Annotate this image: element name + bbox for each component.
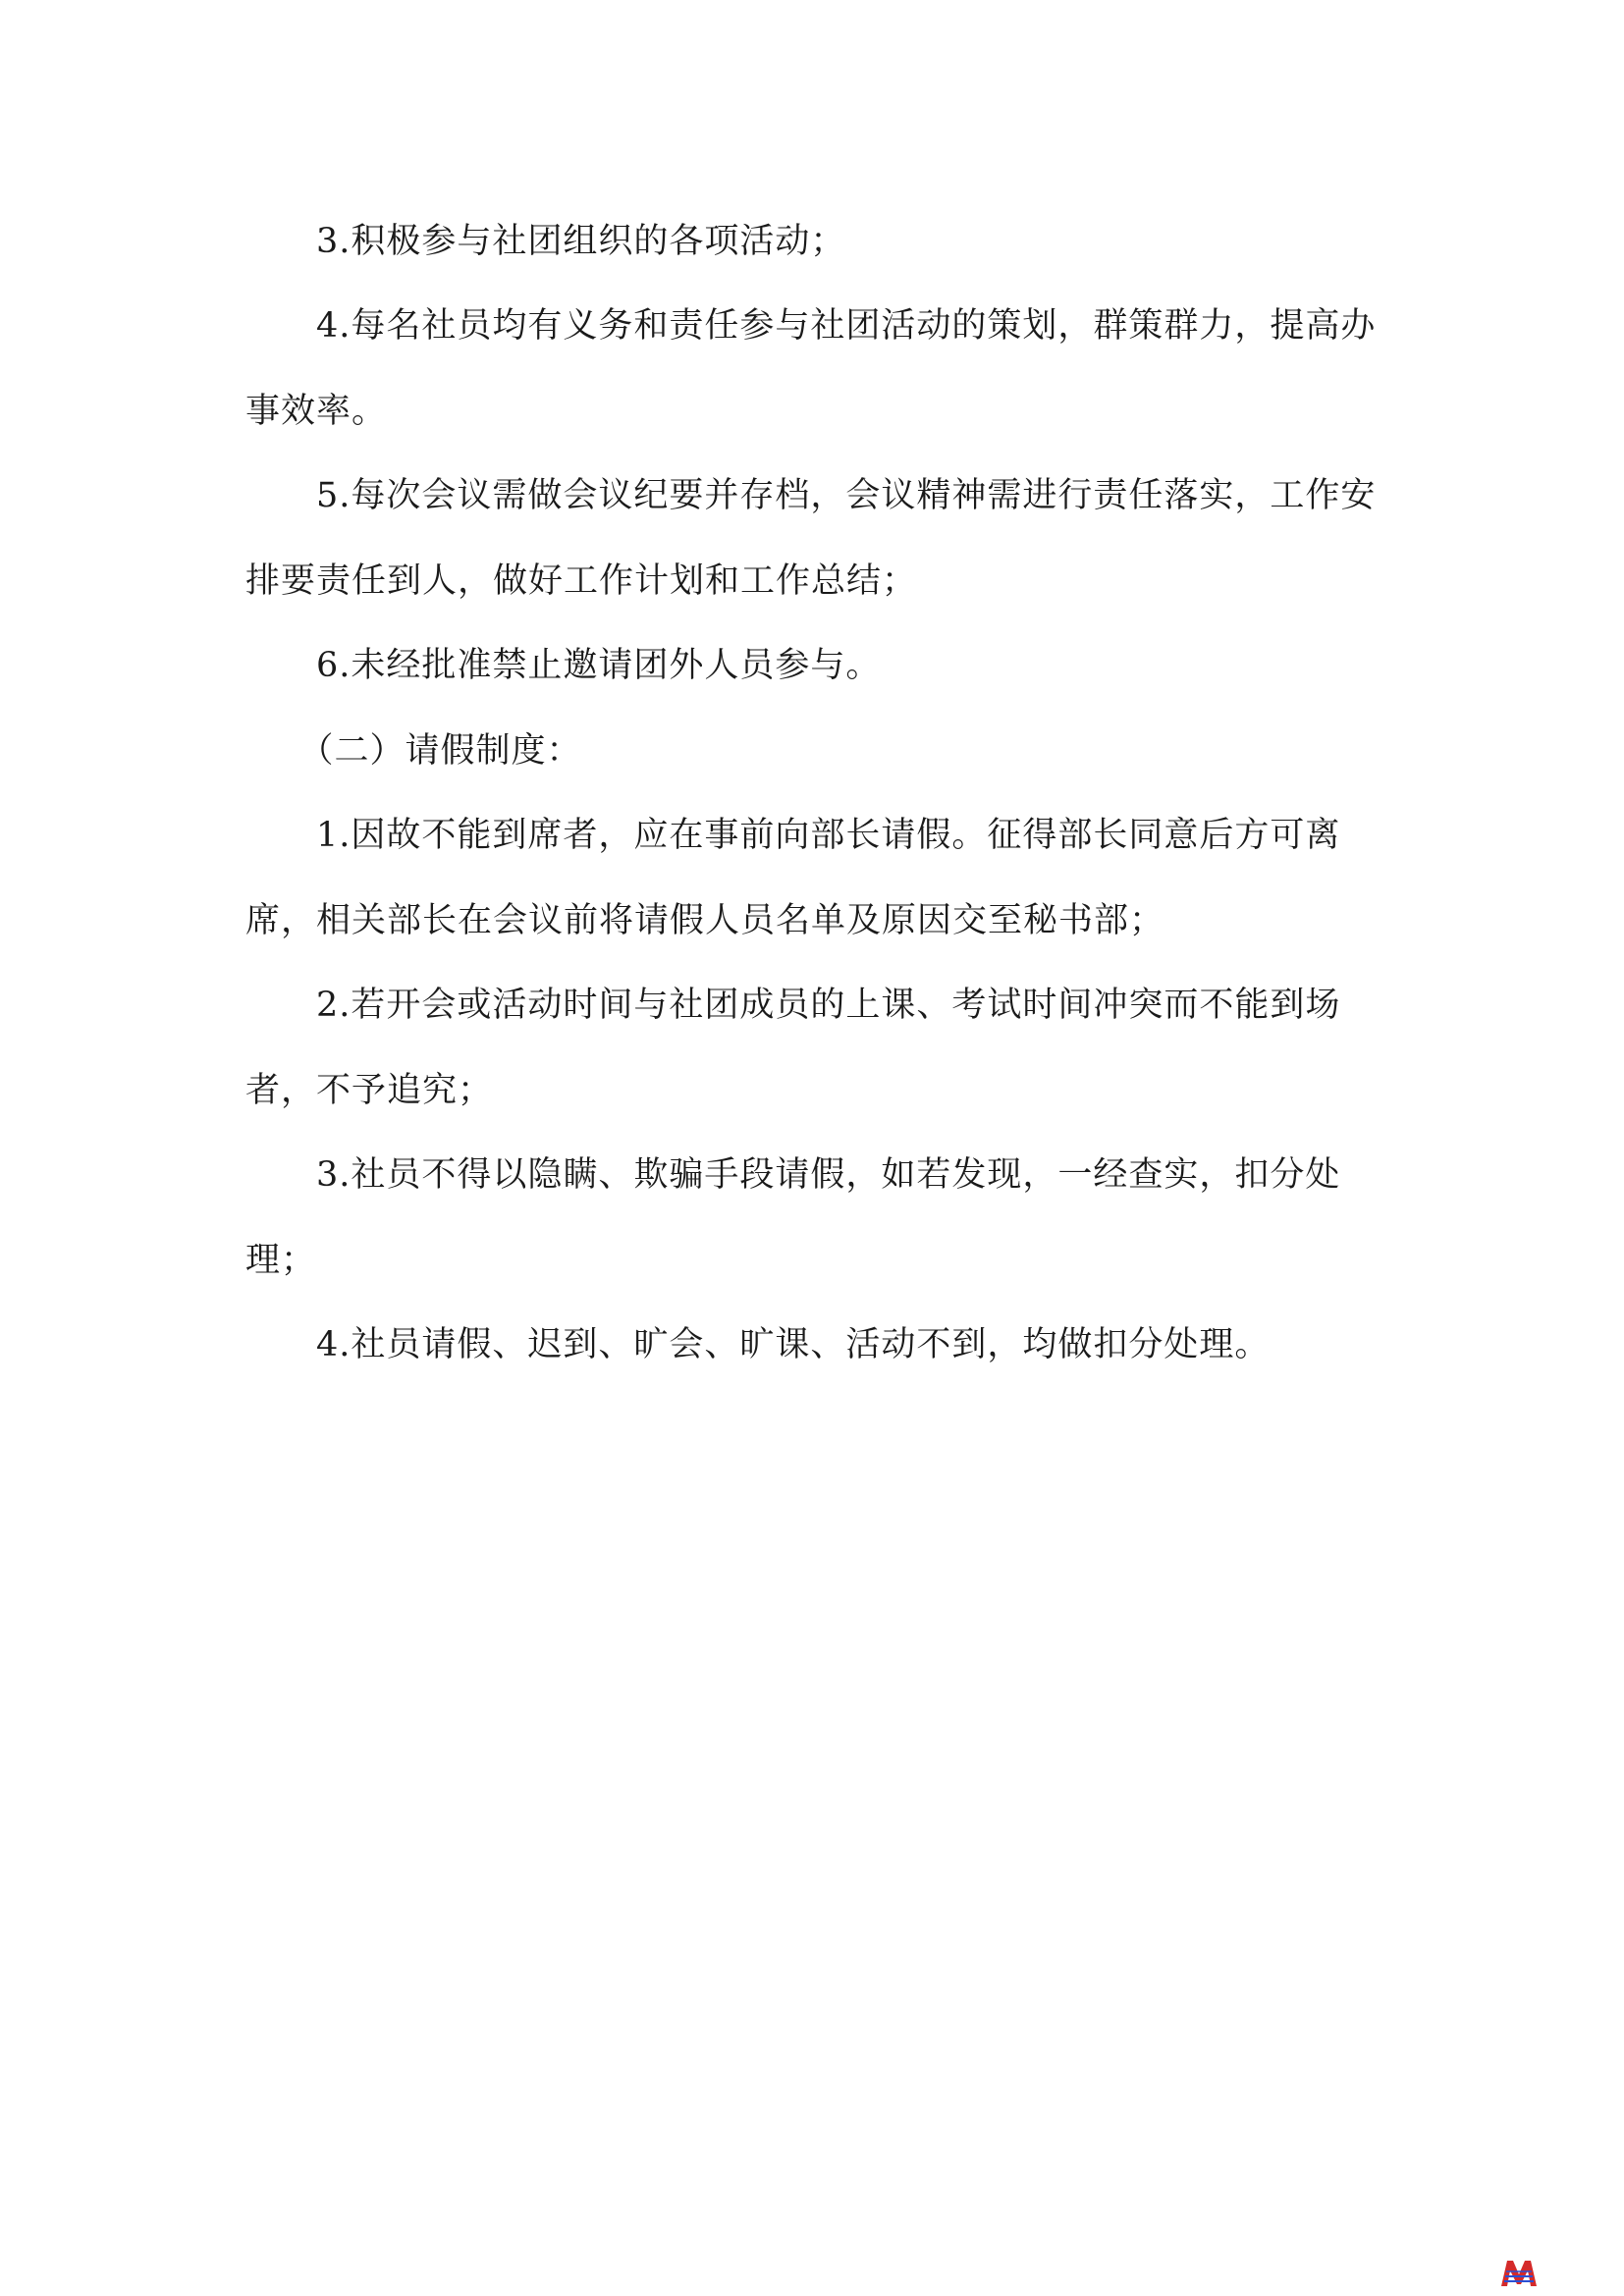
leave-item-2: 2.若开会或活动时间与社团成员的上课、考试时间冲突而不能到场者，不予追究； xyxy=(245,986,1341,1110)
leave-item-1: 1.因故不能到席者，应在事前向部长请假。征得部长同意后方可离席，相关部长在会议前将请假人员名单及原因交至秘书部； xyxy=(245,816,1341,940)
leave-item-3: 3.社员不得以隐瞒、欺骗手段请假，如若发现，一经查实，扣分处理； xyxy=(245,1155,1341,1280)
paragraph-item-6: 6.未经批准禁止邀请团外人员参与。 xyxy=(245,646,882,685)
paragraph-item-5: 5.每次会议需做会议纪要并存档，会议精神需进行责任落实，工作安排要责任到人，做好工作计划和工作总结； xyxy=(245,476,1377,601)
paragraph-item-3: 3.积极参与社团组织的各项活动； xyxy=(245,222,846,261)
section-heading-leave: （二）请假制度： xyxy=(245,731,582,771)
leave-item-4: 4.社员请假、迟到、旷会、旷课、活动不到，均做扣分处理。 xyxy=(245,1325,1271,1364)
paragraph-item-4: 4.每名社员均有义务和责任参与社团活动的策划，群策群力，提高办事效率。 xyxy=(245,306,1377,431)
m-logo-icon xyxy=(1499,2257,1539,2288)
